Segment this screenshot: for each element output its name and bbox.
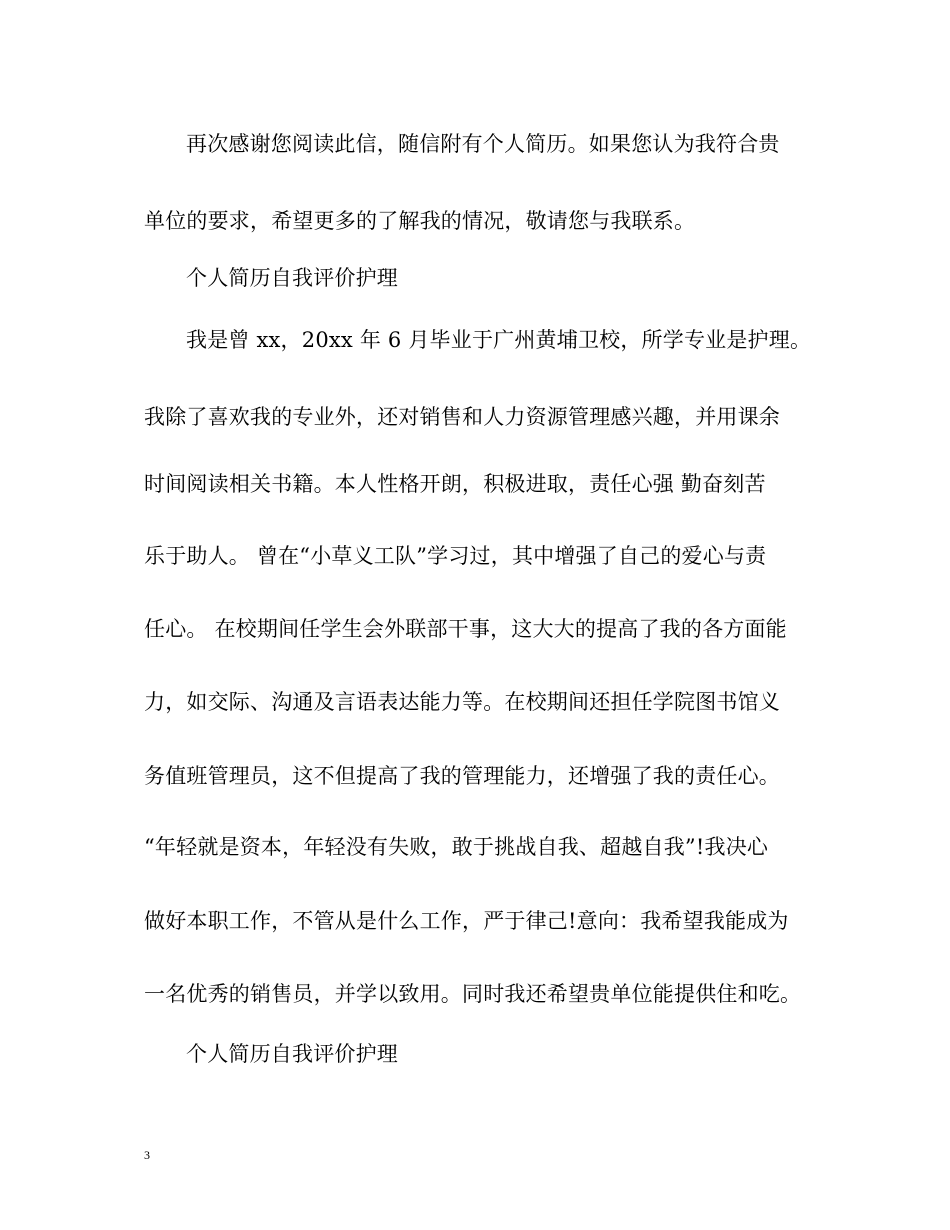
paragraph-line: 一名优秀的销售员，并学以致用。同时我还希望贵单位能提供住和吃。	[144, 982, 802, 1006]
section-heading: 个人简历自我评价护理	[186, 266, 398, 290]
paragraph-line: 任心。 在校期间任学生会外联部干事，这大大的提高了我的各方面能	[144, 617, 787, 641]
paragraph-line: 再次感谢您阅读此信，随信附有个人简历。如果您认为我符合贵	[186, 132, 780, 156]
paragraph-line: 做好本职工作，不管从是什么工作，严于律己!意向：我希望我能成为	[144, 909, 789, 933]
section-heading: 个人简历自我评价护理	[186, 1042, 398, 1066]
paragraph-line: 我是曾 xx，20xx 年 6 月毕业于广州黄埔卫校，所学专业是护理。	[186, 328, 812, 352]
paragraph-line: “年轻就是资本，年轻没有失败，敢于挑战自我、超越自我”!我决心	[144, 835, 769, 859]
paragraph-line: 乐于助人。 曾在“小草义工队”学习过，其中增强了自己的爱心与责	[144, 544, 767, 568]
paragraph-line: 时间阅读相关书籍。本人性格开朗，积极进取，责任心强 勤奋刻苦	[144, 472, 766, 496]
paragraph-line: 务值班管理员，这不但提高了我的管理能力，还增强了我的责任心。	[144, 764, 780, 788]
page-number: 3	[144, 1148, 150, 1162]
paragraph-line: 单位的要求，希望更多的了解我的情况，敬请您与我联系。	[144, 209, 696, 233]
paragraph-line: 力，如交际、沟通及言语表达能力等。在校期间还担任学院图书馆义	[144, 690, 780, 714]
paragraph-line: 我除了喜欢我的专业外，还对销售和人力资源管理感兴趣，并用课余	[144, 405, 780, 429]
